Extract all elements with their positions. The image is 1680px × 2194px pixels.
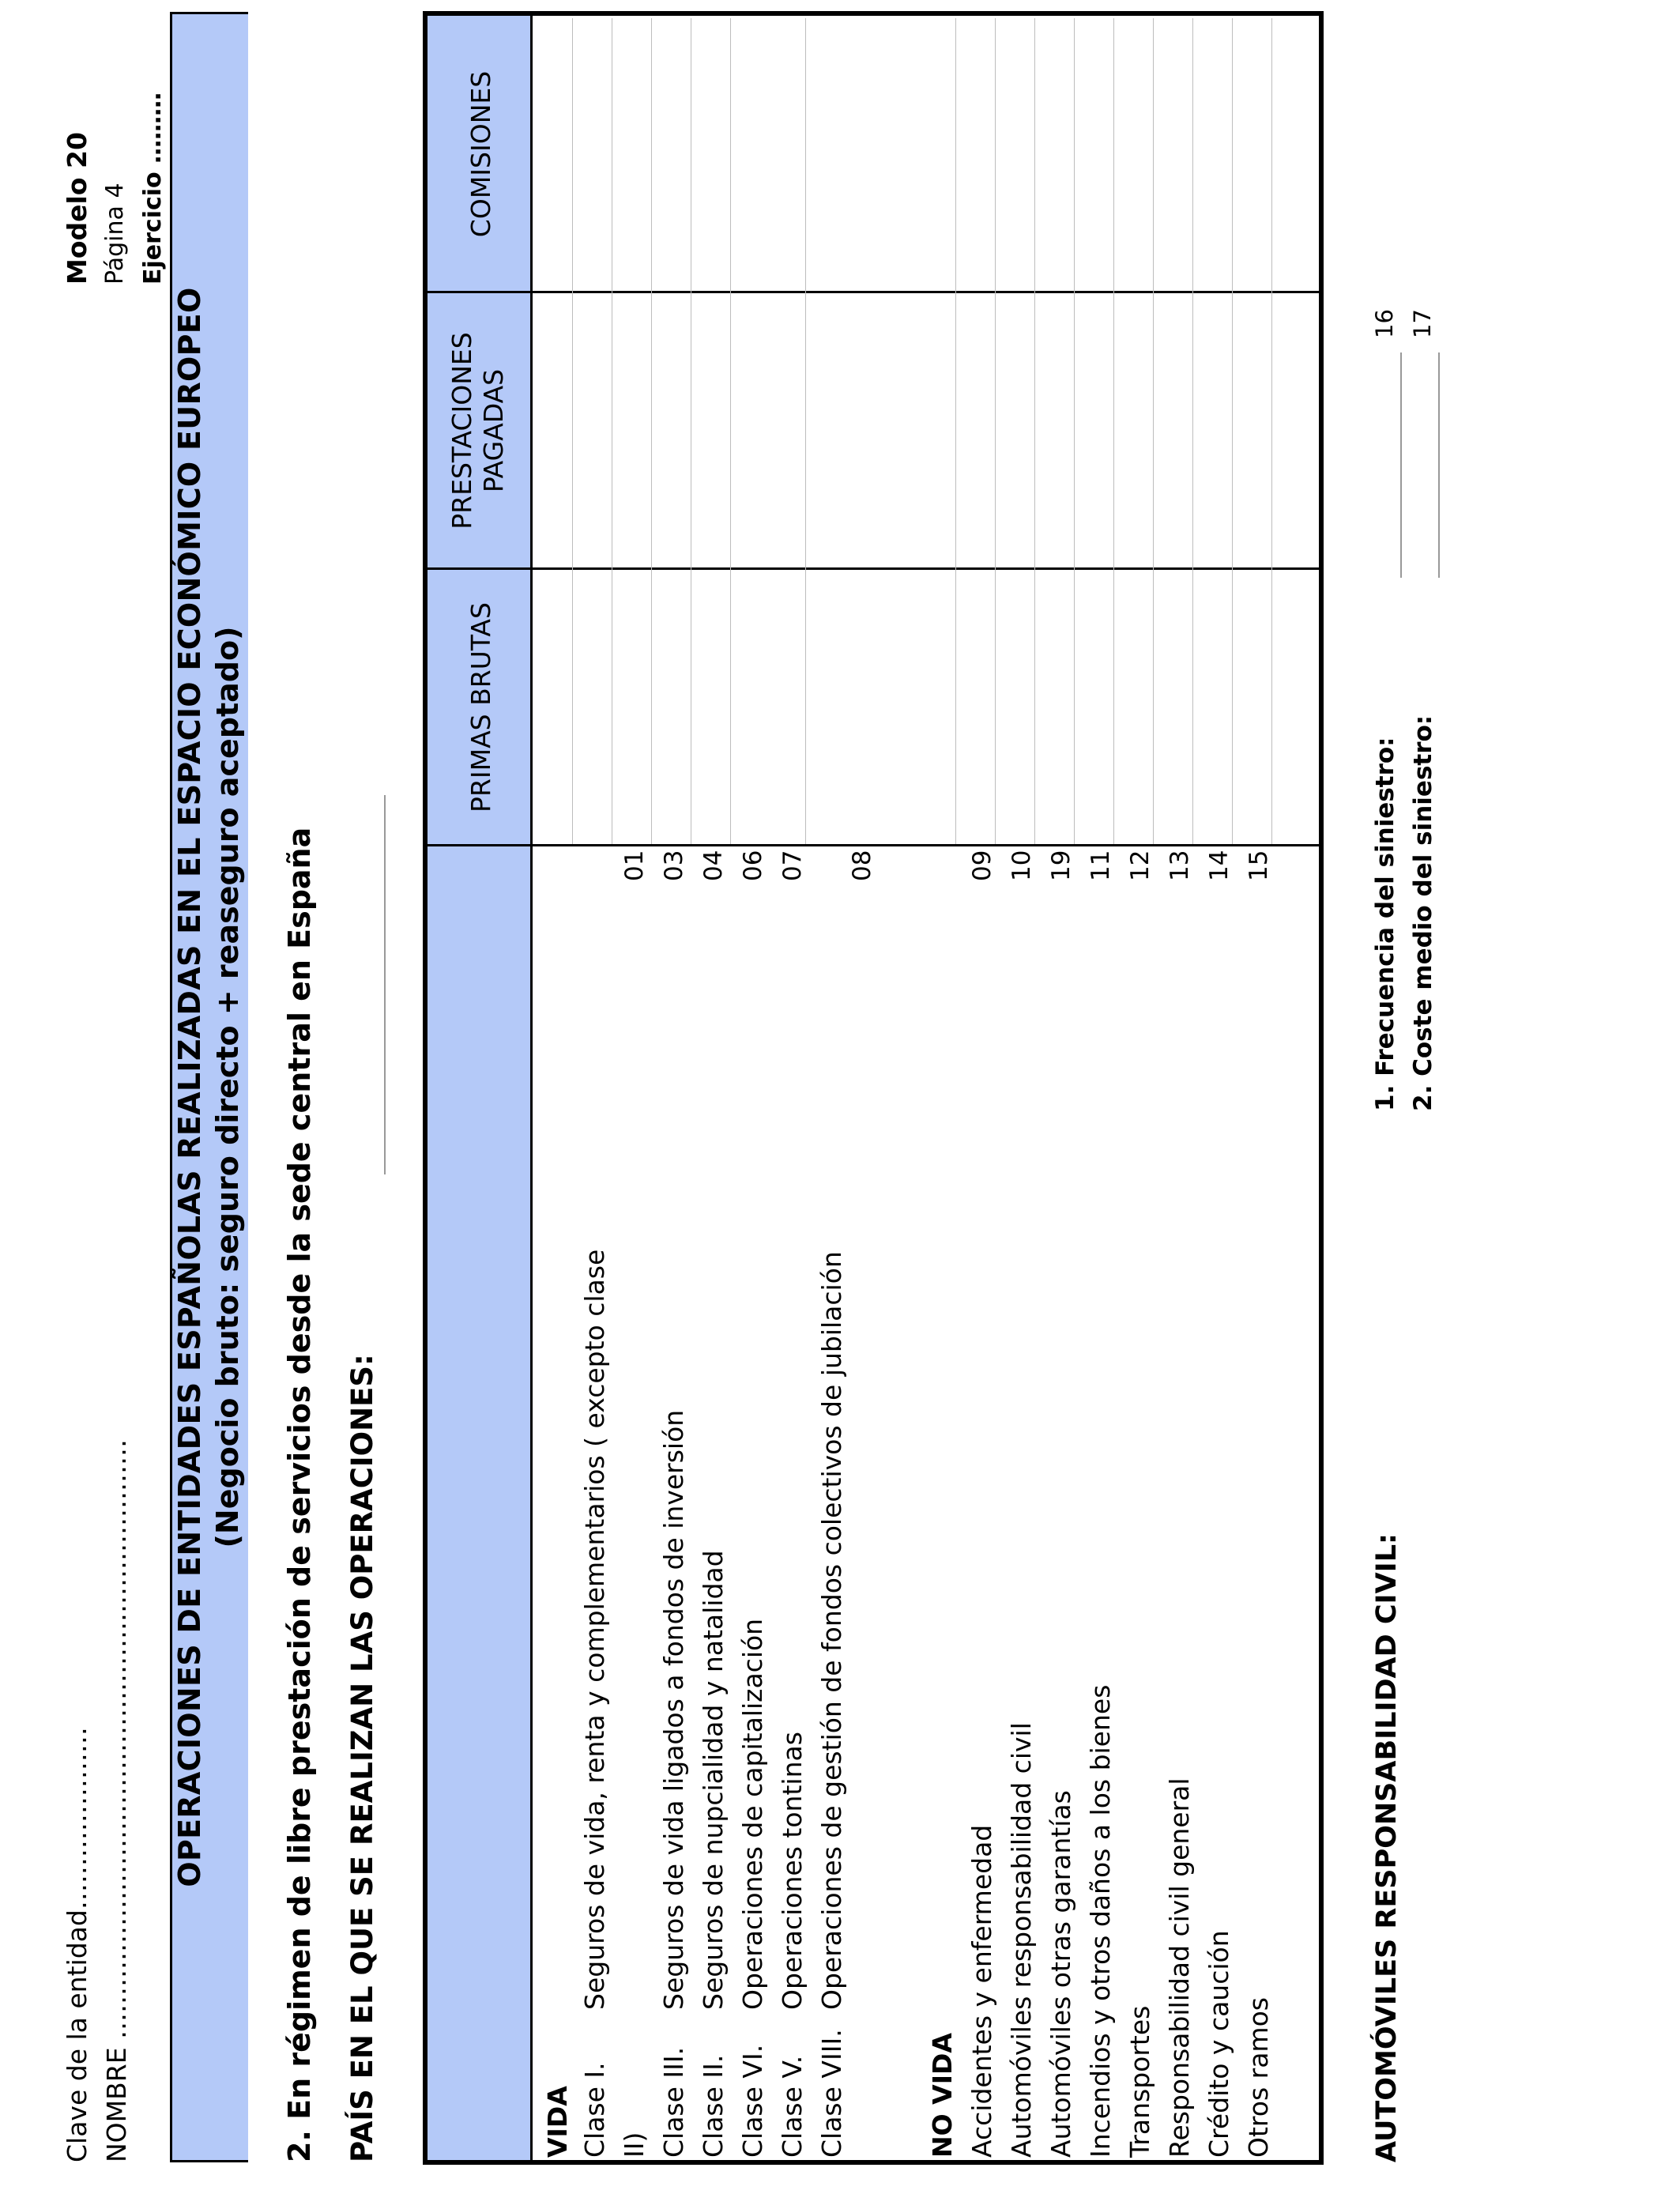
row-code: 19	[1047, 850, 1075, 881]
row-line	[1192, 18, 1193, 844]
col-header-primas	[428, 569, 533, 846]
row-line	[1153, 18, 1154, 844]
table-row-clase: Clase III.	[658, 2046, 689, 2158]
country-input-line[interactable]	[384, 795, 386, 1174]
row-code: 15	[1245, 850, 1273, 881]
coste-medio-input-line[interactable]	[1438, 352, 1440, 578]
title-band	[170, 12, 248, 2162]
row-line	[1074, 18, 1075, 844]
frecuencia-label: 1. Frecuencia del siniestro:	[1371, 737, 1399, 1111]
ejercicio-label: Ejercicio ………	[139, 92, 167, 285]
clave-entidad-label: Clave de la entidad…………………	[62, 1727, 92, 2162]
table-row-label: Crédito y caución	[1203, 1930, 1234, 2158]
row-label-header-cell	[428, 846, 533, 2160]
modelo-label: Modelo 20	[62, 132, 92, 285]
col-divider	[428, 844, 1319, 846]
row-code: 01	[620, 850, 649, 881]
vida-heading: VIDA	[542, 2086, 573, 2158]
table-row-label: Accidentes y enfermedad	[966, 1824, 997, 2158]
row-code: 08	[848, 850, 876, 881]
row-code: 12	[1126, 850, 1155, 881]
row-line	[572, 18, 573, 844]
section-heading: 2. En régimen de libre prestación de servicios desde la sede central en España	[282, 827, 317, 2162]
table-row-clase: Clase VIII.	[816, 2029, 847, 2158]
page-title: OPERACIONES DE ENTIDADES ESPAÑOLAS REALIZADAS EN EL ESPACIO ECONÓMICO EUROPEO	[172, 287, 207, 1887]
row-line	[955, 18, 956, 844]
row-code: 03	[660, 850, 688, 881]
table-row-label-cont: II)	[619, 2132, 650, 2158]
row-code: 09	[968, 850, 996, 881]
col-header-primas-label: PRIMAS BRUTAS	[465, 602, 496, 812]
frecuencia-code: 16	[1371, 309, 1398, 338]
no-vida-heading: NO VIDA	[927, 2033, 958, 2158]
table-row-clase: Clase II.	[698, 2054, 729, 2158]
table-row-label: Seguros de vida ligados a fondos de inversión	[658, 1409, 689, 2010]
row-code: 13	[1166, 850, 1194, 881]
table-row-label: Otros ramos	[1243, 1997, 1274, 2158]
nombre-label: NOMBRE ……………………………………………………………	[101, 1438, 132, 2162]
row-line	[805, 18, 806, 844]
pagina-label: Página 4	[101, 183, 129, 285]
row-code: 07	[778, 850, 807, 881]
table-row-label: Incendios y otros daños a los bienes	[1085, 1684, 1116, 2158]
table-row-clase: Clase I.	[579, 2062, 610, 2158]
row-line	[1113, 18, 1114, 844]
table-row-label: Automóviles otras garantías	[1045, 1790, 1076, 2158]
row-code: 11	[1087, 850, 1115, 881]
operations-table	[423, 11, 1324, 2165]
table-row-label: Responsabilidad civil general	[1164, 1777, 1195, 2158]
frecuencia-input-line[interactable]	[1400, 352, 1402, 578]
coste-medio-label: 2. Coste medio del siniestro:	[1409, 714, 1437, 1111]
coste-medio-code: 17	[1409, 309, 1436, 338]
table-row-clase: Clase VI.	[737, 2044, 768, 2158]
table-row-label: Seguros de nupcialidad y natalidad	[698, 1550, 729, 2010]
page-subtitle: (Negocio bruto: seguro directo + reaseguro aceptado)	[210, 626, 245, 1548]
country-label: PAÍS EN EL QUE SE REALIZAN LAS OPERACIONES:	[345, 1354, 379, 2162]
col-header-prestaciones-line2: PAGADAS	[478, 368, 509, 493]
row-line	[995, 18, 996, 844]
col-header-comisiones	[428, 16, 533, 292]
table-row-label: Operaciones tontinas	[777, 1732, 808, 2010]
table-row-label: Seguros de vida, renta y complementarios ( excepto clase	[579, 1249, 610, 2010]
table-row-label: Operaciones de capitalización	[737, 1618, 768, 2010]
col-divider	[428, 291, 1319, 293]
row-line	[730, 18, 731, 844]
row-code: 14	[1205, 850, 1234, 881]
col-header-prestaciones-line1: PRESTACIONES	[446, 332, 477, 530]
row-line	[1271, 18, 1272, 844]
row-line	[651, 18, 652, 844]
footer-heading: AUTOMÓVILES RESPONSABILIDAD CIVIL:	[1371, 1533, 1403, 2162]
row-code: 06	[739, 850, 767, 881]
table-row-label: Operaciones de gestión de fondos colectivos de jubilación	[816, 1251, 847, 2010]
col-header-comisiones-label: COMISIONES	[465, 70, 496, 238]
table-row-label: Automóviles responsabilidad civil	[1006, 1722, 1037, 2158]
row-line	[1034, 18, 1035, 844]
row-line	[1232, 18, 1233, 844]
col-header-prestaciones	[428, 292, 533, 569]
table-row-label: Transportes	[1124, 2005, 1155, 2158]
col-divider	[428, 567, 1319, 570]
row-code: 04	[699, 850, 728, 881]
table-row-clase: Clase V.	[777, 2055, 808, 2158]
row-code: 10	[1008, 850, 1036, 881]
